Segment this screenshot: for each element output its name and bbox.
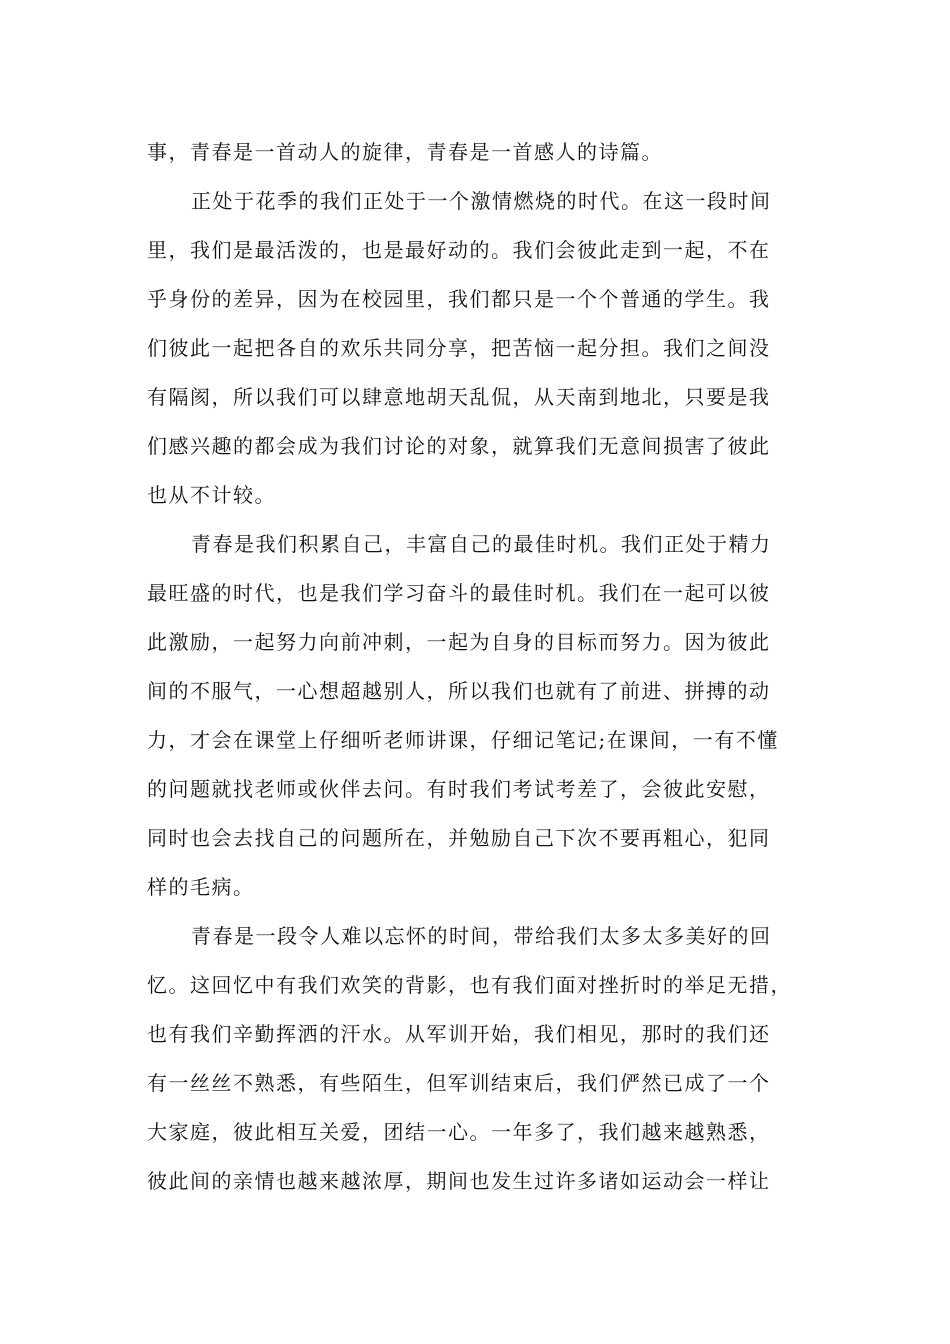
text-line: 有隔阂，所以我们可以肆意地胡天乱侃，从天南到地北，只要是我 <box>147 385 771 409</box>
text-line: 们彼此一起把各自的欢乐共同分享，把苦恼一起分担。我们之间没 <box>147 336 771 360</box>
text-line: 力，才会在课堂上仔细听老师讲课，仔细记笔记;在课间，一有不懂 <box>147 728 779 752</box>
text-line: 也从不计较。 <box>147 483 276 507</box>
paragraph-1 <box>147 128 827 177</box>
paragraph-2 <box>147 177 827 520</box>
text-line: 彼此间的亲情也越来越浓厚，期间也发生过许多诸如运动会一样让 <box>147 1169 771 1193</box>
text-line: 里，我们是最活泼的，也是最好动的。我们会彼此走到一起，不在 <box>147 238 771 262</box>
text-line: 此激励，一起努力向前冲刺，一起为自身的目标而努力。因为彼此 <box>147 630 771 654</box>
text-line: 乎身份的差异，因为在校园里，我们都只是一个个普通的学生。我 <box>147 287 771 311</box>
text-line: 同时也会去找自己的问题所在，并勉励自己下次不要再粗心，犯同 <box>147 826 771 850</box>
text-line: 事，青春是一首动人的旋律，青春是一首感人的诗篇。 <box>147 140 663 164</box>
text-line: 也有我们辛勤挥洒的汗水。从军训开始，我们相见，那时的我们还 <box>147 1022 771 1046</box>
text-line: 有一丝丝不熟悉，有些陌生，但军训结束后，我们俨然已成了一个 <box>147 1071 771 1095</box>
document-body <box>147 128 827 1206</box>
text-line: 的问题就找老师或伙伴去问。有时我们考试考差了，会彼此安慰， <box>147 777 771 801</box>
text-line: 样的毛病。 <box>147 875 255 899</box>
text-line: 大家庭，彼此相互关爱，团结一心。一年多了，我们越来越熟悉， <box>147 1120 771 1144</box>
paragraph-3 <box>147 520 827 912</box>
text-line: 忆。这回忆中有我们欢笑的背影，也有我们面对挫折时的举足无措， <box>147 973 792 997</box>
text-line: 们感兴趣的都会成为我们讨论的对象，就算我们无意间损害了彼此 <box>147 434 771 458</box>
paragraph-4 <box>147 912 827 1206</box>
text-line: 正处于花季的我们正处于一个激情燃烧的时代。在这一段时间 <box>191 189 772 213</box>
text-line: 青春是一段令人难以忘怀的时间，带给我们太多太多美好的回 <box>191 924 772 948</box>
text-line: 最旺盛的时代，也是我们学习奋斗的最佳时机。我们在一起可以彼 <box>147 581 771 605</box>
text-line: 间的不服气，一心想超越别人，所以我们也就有了前进、拼搏的动 <box>147 679 771 703</box>
text-line: 青春是我们积累自己，丰富自己的最佳时机。我们正处于精力 <box>191 532 772 556</box>
